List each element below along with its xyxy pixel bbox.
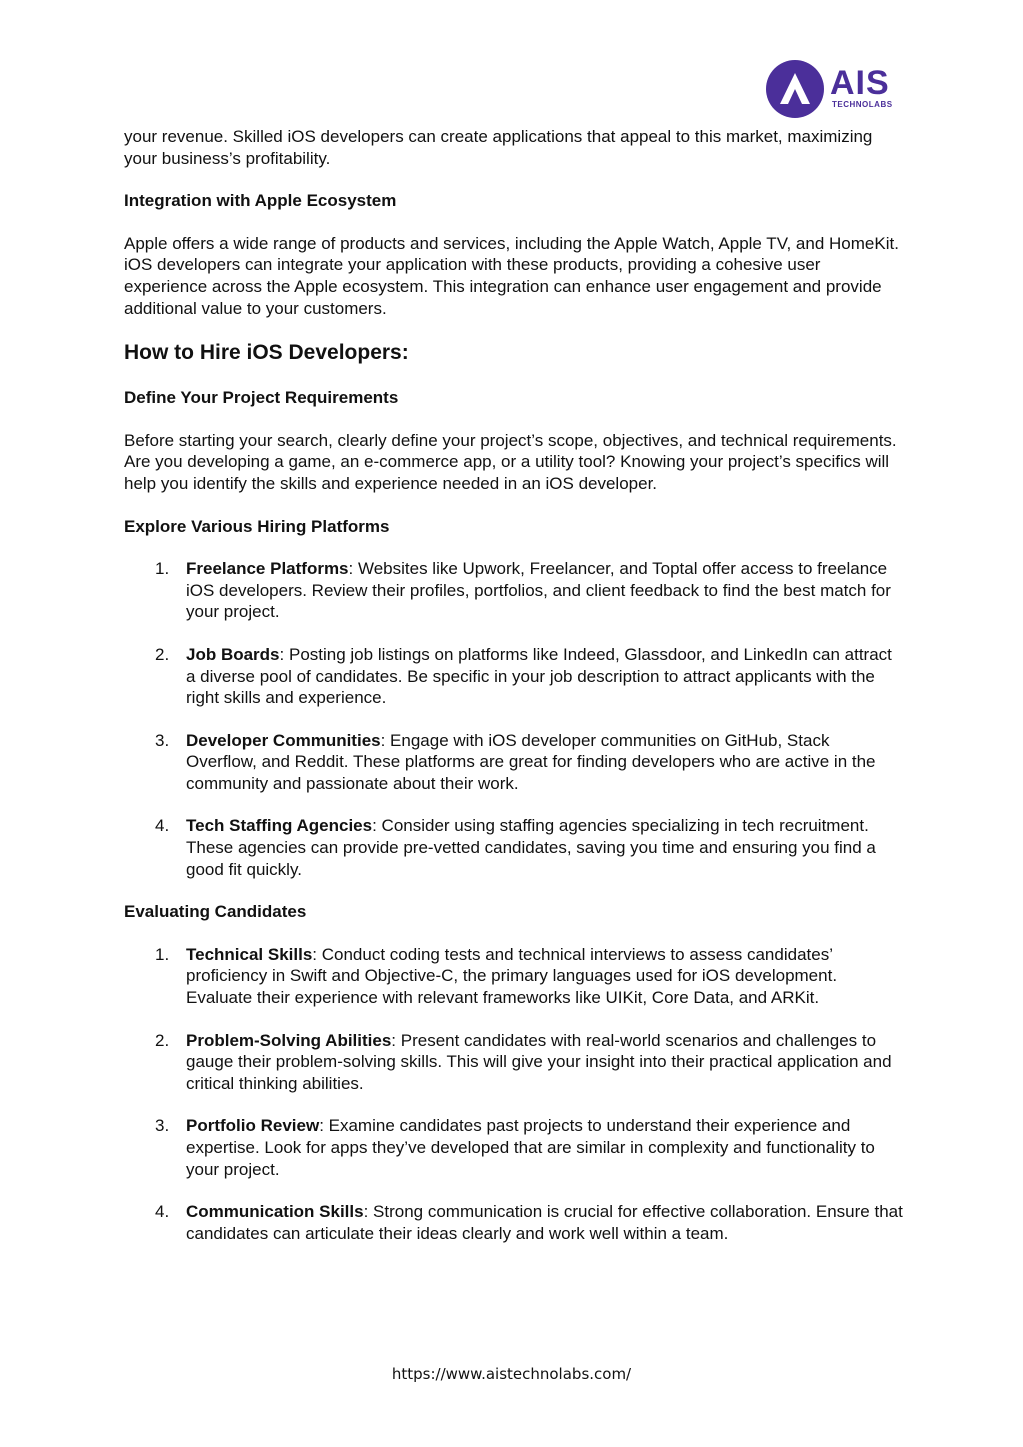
footer-url: https://www.aistechnolabs.com/ <box>391 1365 632 1383</box>
hiring-platforms-list <box>124 558 904 880</box>
list-item-term: Job Boards <box>186 644 280 664</box>
list-item-number: 2. <box>155 644 170 664</box>
list-item-text: : Posting job listings on platforms like Indeed, Glassdoor, and LinkedIn can attract a diverse pool of candidates. Be specific in your job description to attract applicants with the right skills and experience. <box>186 644 892 708</box>
list-item-number: 2. <box>155 1030 170 1050</box>
list-item <box>124 1115 904 1180</box>
list-item <box>124 944 904 1009</box>
define-requirements-heading: Define Your Project Requirements <box>124 388 399 408</box>
intro-paragraph: your revenue. Skilled iOS developers can create applications that appeal to this market, maximizing your business’s profitability. <box>124 127 873 168</box>
list-item-term: Tech Staffing Agencies <box>186 816 373 836</box>
list-item-term: Technical Skills <box>186 944 313 964</box>
list-item-term: Problem-Solving Abilities <box>186 1030 392 1050</box>
list-item-number: 3. <box>155 1116 170 1136</box>
integration-paragraph: Apple offers a wide range of products and services, including the Apple Watch, Apple TV, and HomeKit. iOS developers can integrate your application with these products, providing a cohesive user experience across the Apple ecosystem. This integration can enhance user engagement and provide additional value to your customers. <box>124 233 899 318</box>
list-item-number: 4. <box>155 816 170 836</box>
list-item-term: Portfolio Review <box>186 1116 320 1136</box>
list-item-term: Freelance Platforms <box>186 559 349 579</box>
list-item-number: 4. <box>155 1202 170 1222</box>
list-item-number: 3. <box>155 730 170 750</box>
list-item <box>124 1201 904 1244</box>
document-body <box>124 126 904 1265</box>
how-to-hire-title: How to Hire iOS Developers: <box>124 341 409 365</box>
ais-technolabs-logo <box>766 60 906 118</box>
list-item-number: 1. <box>155 944 170 964</box>
list-item <box>124 644 904 709</box>
define-requirements-paragraph: Before starting your search, clearly define your project’s scope, objectives, and technical requirements. Are you developing a game, an e-commerce app, or a utility tool? Knowing your project’s specifics will help you identify the skills and experience needed in an iOS developer. <box>124 430 897 493</box>
ais-logo-icon <box>766 60 824 118</box>
logo-subtitle-text: TECHNOLABS <box>832 100 893 109</box>
list-item-text: : Present candidates with real-world scenarios and challenges to gauge their problem-solving skills. This will give your insight into their practical application and critical thinking abilities. <box>186 1030 892 1093</box>
list-item-text: : Engage with iOS developer communities on GitHub, Stack Overflow, and Reddit. These platforms are great for finding developers who are active in the community and passionate about their work. <box>186 730 876 793</box>
hiring-platforms-heading: Explore Various Hiring Platforms <box>124 516 390 536</box>
list-item <box>124 730 904 795</box>
list-item-text: : Conduct coding tests and technical interviews to assess candidates’ proficiency in Swift and Objective-C, the primary languages used for iOS development. Evaluate their experience with relevant frameworks like UIKit, Core Data, and ARKit. <box>186 944 838 1008</box>
list-item-number: 1. <box>155 559 170 579</box>
list-item <box>124 558 904 623</box>
list-item-text: : Strong communication is crucial for effective collaboration. Ensure that candidates can articulate their ideas clearly and work well within a team. <box>186 1202 903 1243</box>
list-item-text: : Consider using staffing agencies specializing in tech recruitment. These agencies can provide pre-vetted candidates, saving you time and ensuring you find a good fit quickly. <box>186 816 876 879</box>
list-item <box>124 815 904 880</box>
list-item-term: Communication Skills <box>186 1202 364 1222</box>
list-item-text: : Examine candidates past projects to understand their experience and expertise. Look for apps they’ve developed that are similar in complexity and functionality to your project. <box>186 1116 875 1179</box>
integration-heading: Integration with Apple Ecosystem <box>124 191 397 211</box>
evaluating-candidates-list <box>124 944 904 1245</box>
list-item-term: Developer Communities <box>186 730 381 750</box>
logo-brand-text: AIS <box>830 64 890 102</box>
evaluating-candidates-heading: Evaluating Candidates <box>124 902 307 922</box>
list-item-text: : Websites like Upwork, Freelancer, and Toptal offer access to freelance iOS developers. Review their profiles, portfolios, and client feedback to find the best match for your project. <box>186 559 891 622</box>
list-item <box>124 1030 904 1095</box>
